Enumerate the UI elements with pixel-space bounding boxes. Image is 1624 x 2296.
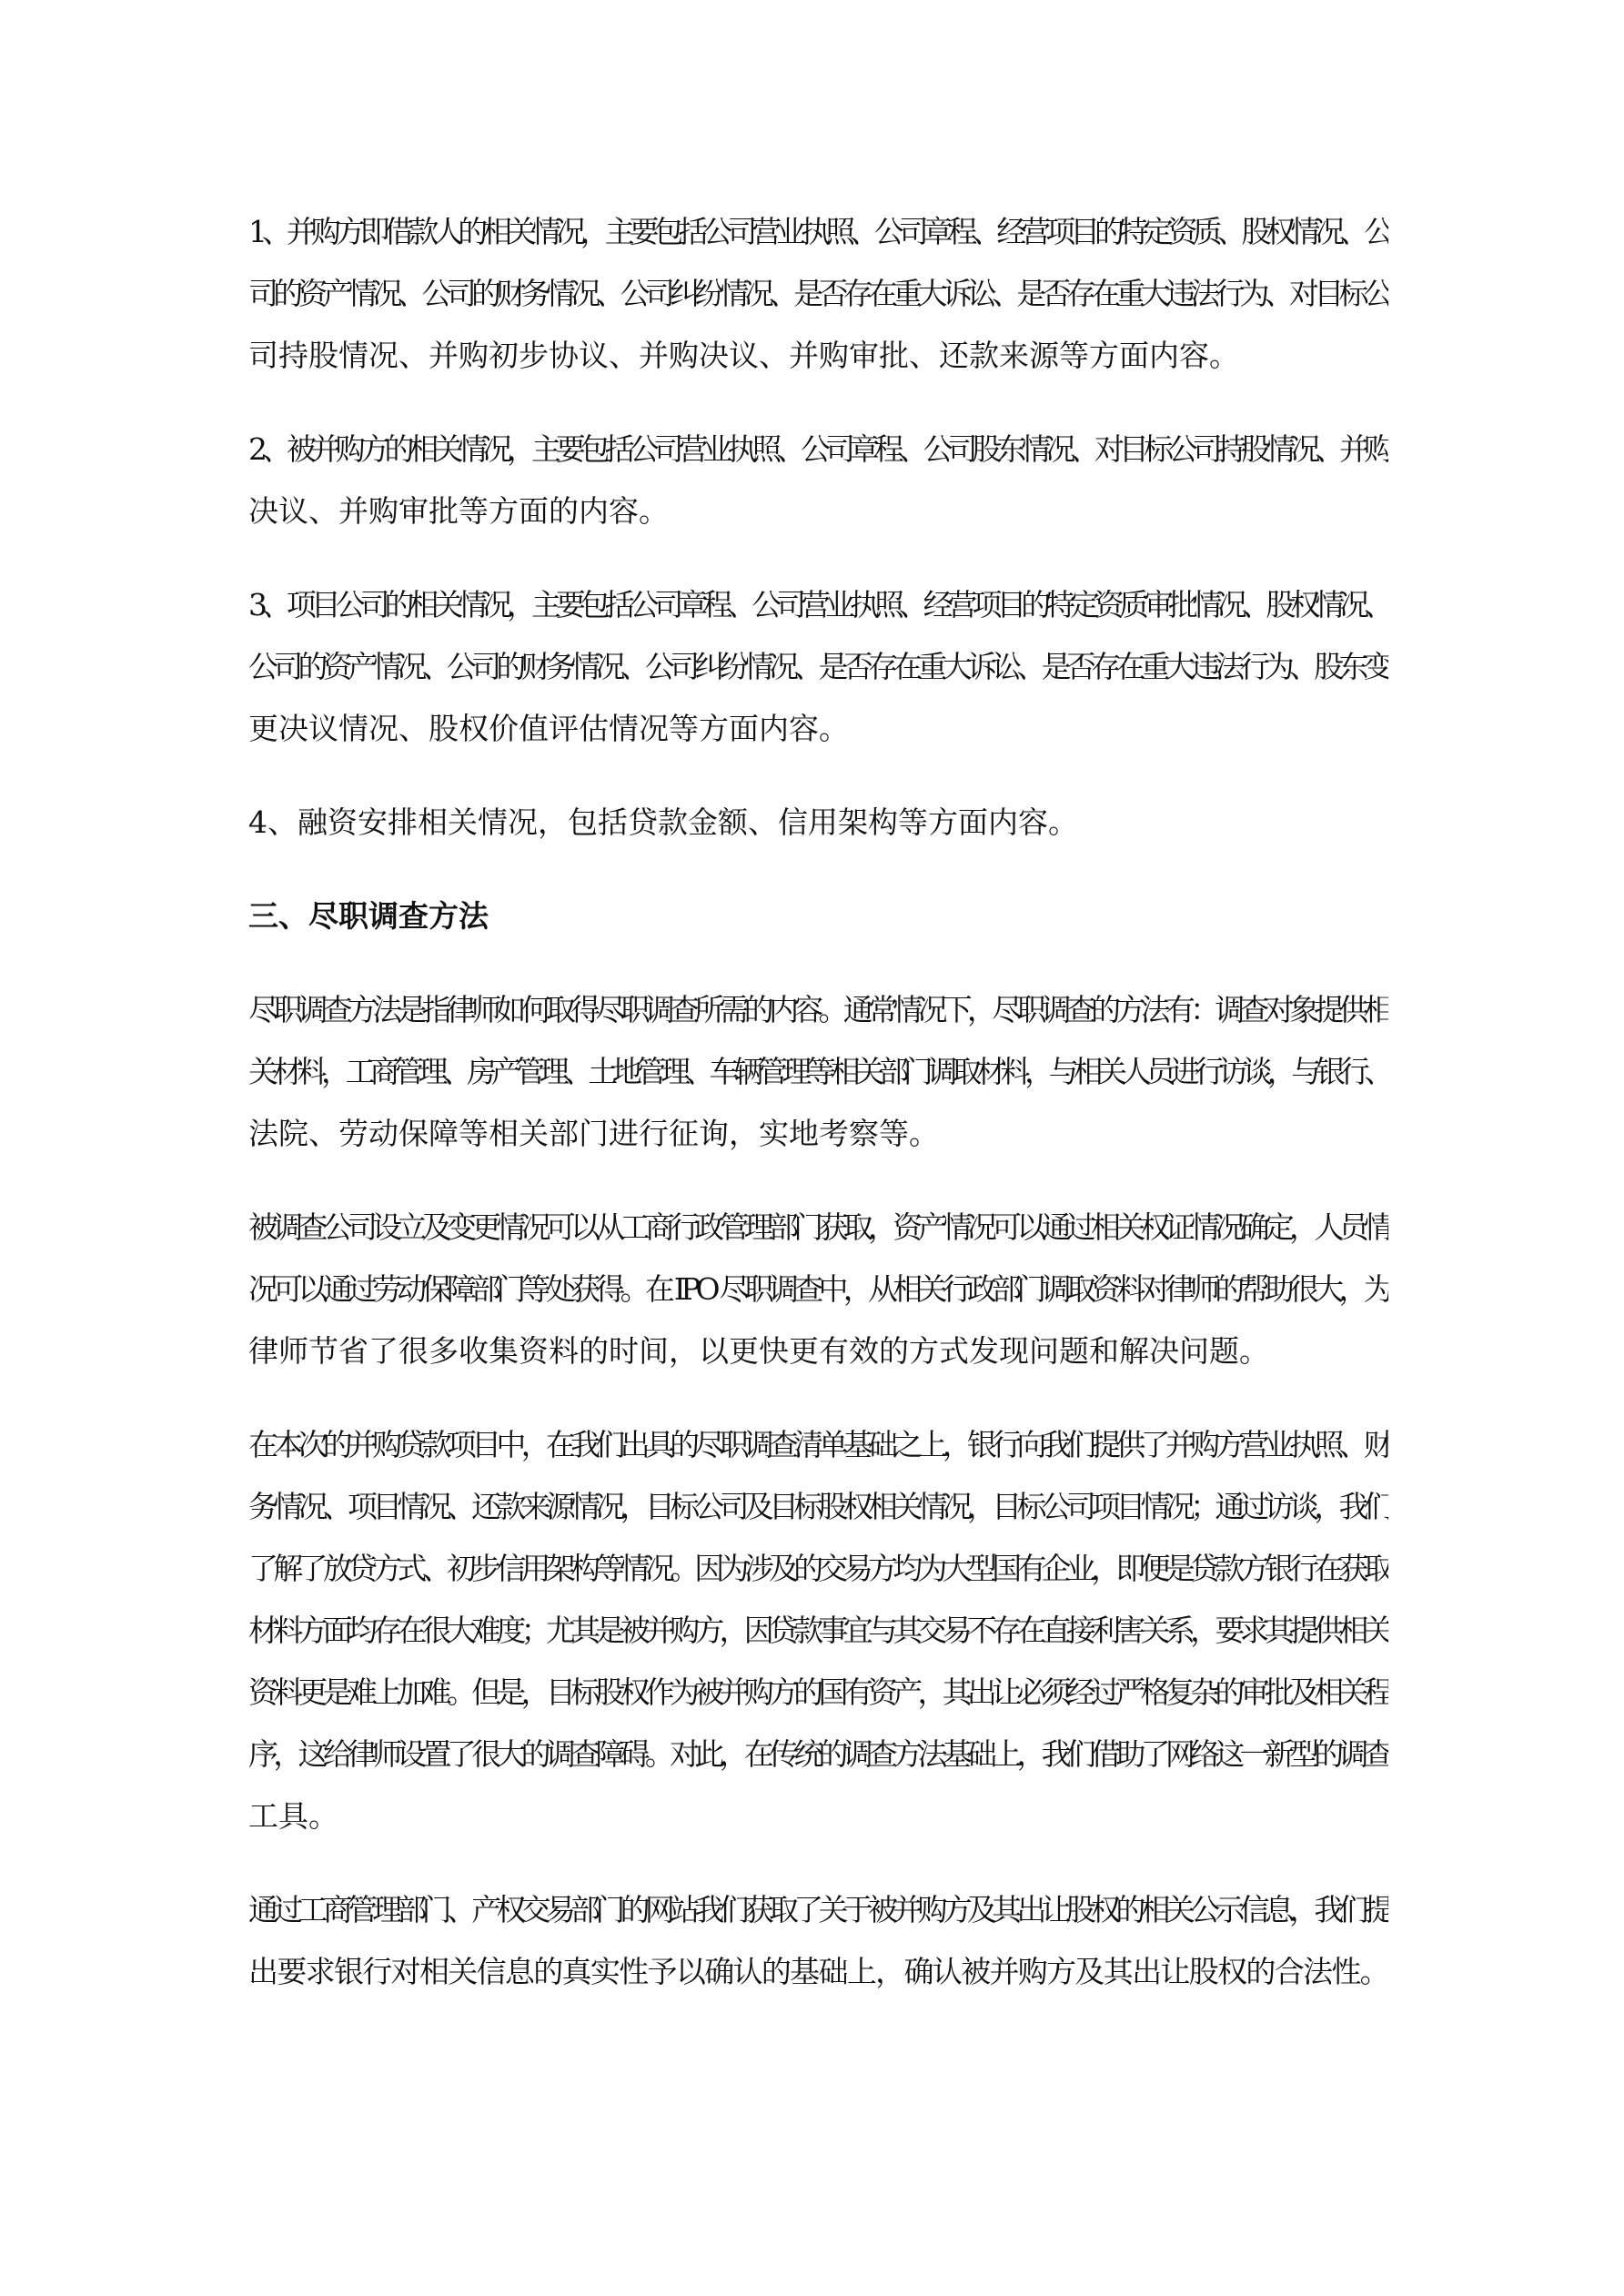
text-line-row bbox=[248, 574, 1388, 636]
text-line: 律师节省了很多收集资料的时间，以更快更有效的方式发现问题和解决问题。 bbox=[248, 1333, 1269, 1369]
text-line: 公司的资产情况、公司的财务情况、公司纠纷情况、是否存在重大诉讼、是否存在重大违法行为、股东变 bbox=[248, 649, 1388, 684]
text-line-row bbox=[248, 1259, 1388, 1320]
text-line-row bbox=[248, 1320, 1388, 1382]
text-line-row bbox=[248, 979, 1388, 1041]
text-line-row bbox=[248, 885, 1388, 947]
text-line: 决议、并购审批等方面的内容。 bbox=[248, 493, 669, 529]
text-line: 关材料，工商管理、房产管理、土地管理、车辆管理等相关部门调取材料，与相关人员进行访谈，与银行、 bbox=[248, 1054, 1388, 1089]
text-line: 通过工商管理部门、产权交易部门的网站我们获取了关于被并购方及其出让股权的相关公示信息，我们提 bbox=[248, 1892, 1388, 1927]
text-line-row bbox=[248, 1103, 1388, 1165]
text-line-row bbox=[248, 1600, 1388, 1662]
text-line: 1、并购方即借款人的相关情况，主要包括公司营业执照、公司章程、经营项目的特定资质、股权情况、公 bbox=[248, 214, 1388, 249]
text-line: 三、尽职调查方法 bbox=[248, 898, 489, 934]
document-page bbox=[248, 201, 1388, 2035]
text-line: 更决议情况、股权价值评估情况等方面内容。 bbox=[248, 711, 849, 746]
text-line-row bbox=[248, 698, 1388, 760]
text-line-row bbox=[248, 1538, 1388, 1600]
paragraph bbox=[248, 1197, 1388, 1382]
text-line-row bbox=[248, 325, 1388, 387]
text-line: 4、融资安排相关情况，包括贷款金额、信用架构等方面内容。 bbox=[248, 804, 1078, 840]
text-line: 被调查公司设立及变更情况可以从工商行政管理部门获取，资产情况可以通过相关权证情况确定，人员情 bbox=[248, 1209, 1388, 1245]
text-line-row bbox=[248, 1724, 1388, 1785]
text-line: 2、被并购方的相关情况，主要包括公司营业执照、公司章程、公司股东情况、对目标公司持股情况、并购 bbox=[248, 431, 1388, 467]
paragraph bbox=[248, 1414, 1388, 1847]
text-line-row bbox=[248, 1197, 1388, 1259]
text-line: 出要求银行对相关信息的真实性予以确认的基础上，确认被并购方及其出让股权的合法性。 bbox=[248, 1954, 1388, 1989]
text-line-row bbox=[248, 1879, 1388, 1941]
text-line-row bbox=[248, 1785, 1388, 1847]
text-line-row bbox=[248, 1941, 1388, 2003]
text-line-row bbox=[248, 419, 1388, 480]
text-line-row bbox=[248, 263, 1388, 325]
paragraph bbox=[248, 1879, 1388, 2003]
text-line: 了解了放贷方式、初步信用架构等情况。因为涉及的交易方均为大型国有企业，即便是贷款方银行在获取 bbox=[248, 1551, 1388, 1586]
section-heading bbox=[248, 885, 1388, 947]
text-line: 在本次的并购贷款项目中，在我们出具的尽职调查清单基础之上，银行向我们提供了并购方营业执照、财 bbox=[248, 1427, 1388, 1462]
paragraph bbox=[248, 201, 1388, 387]
text-line: 3、项目公司的相关情况，主要包括公司章程、公司营业执照、经营项目的特定资质审批情况、股权情况、 bbox=[248, 587, 1388, 622]
paragraph bbox=[248, 979, 1388, 1165]
text-line-row bbox=[248, 480, 1388, 542]
text-line: 材料方面均存在很大难度；尤其是被并购方，因贷款事宜与其交易不存在直接利害关系，要求其提供相关 bbox=[248, 1613, 1388, 1648]
text-line: 序，这给律师设置了很大的调查障碍。对此，在传统的调查方法基础上，我们借助了网络这一新型的调查 bbox=[248, 1736, 1388, 1772]
text-line: 况可以通过劳动保障部门等处获得。在 IPO 尽职调查中，从相关行政部门调取资料对律师的帮助很大，为 bbox=[248, 1271, 1388, 1307]
text-line-row bbox=[248, 636, 1388, 698]
text-line-row bbox=[248, 1414, 1388, 1476]
text-line-row bbox=[248, 201, 1388, 263]
text-line-row bbox=[248, 792, 1388, 854]
text-line-row bbox=[248, 1041, 1388, 1103]
text-line: 尽职调查方法是指律师如何取得尽职调查所需的内容。通常情况下，尽职调查的方法有：调查对象提供相 bbox=[248, 992, 1388, 1027]
text-line-row bbox=[248, 1662, 1388, 1724]
text-line: 工具。 bbox=[248, 1798, 338, 1834]
text-line-row bbox=[248, 1476, 1388, 1538]
text-line: 资料更是难上加难。但是，目标股权作为被并购方的国有资产，其出让必须经过严格复杂的审批及相关程 bbox=[248, 1674, 1388, 1710]
text-line: 司的资产情况、公司的财务情况、公司纠纷情况、是否存在重大诉讼、是否存在重大违法行为、对目标公 bbox=[248, 276, 1388, 311]
paragraph bbox=[248, 419, 1388, 542]
paragraph bbox=[248, 792, 1388, 854]
text-line: 法院、劳动保障等相关部门进行征询，实地考察等。 bbox=[248, 1116, 939, 1151]
text-line: 司持股情况、并购初步协议、并购决议、并购审批、还款来源等方面内容。 bbox=[248, 338, 1239, 373]
text-line: 务情况、项目情况、还款来源情况，目标公司及目标股权相关情况，目标公司项目情况；通过访谈，我们 bbox=[248, 1489, 1388, 1524]
paragraph bbox=[248, 574, 1388, 760]
